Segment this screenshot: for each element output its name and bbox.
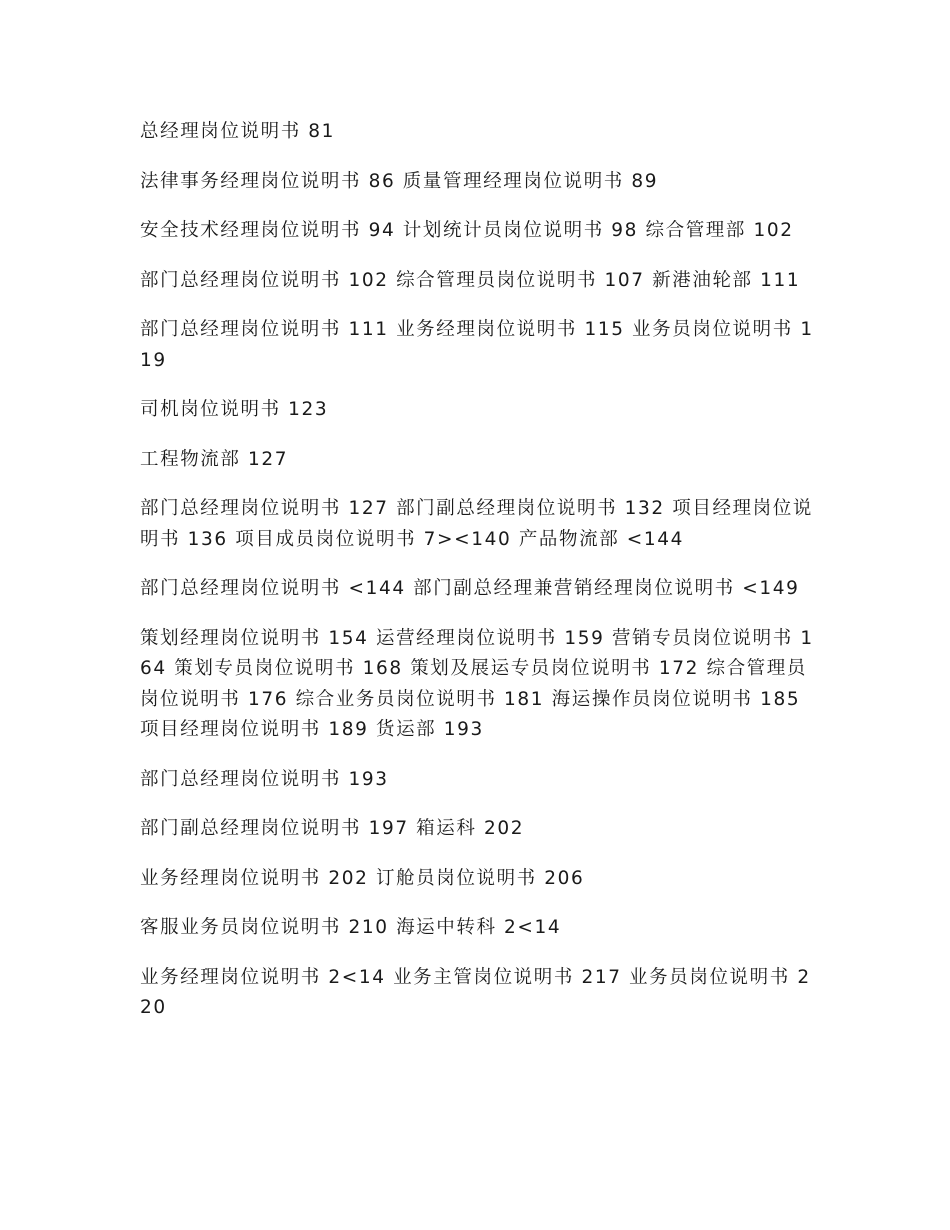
toc-entry: 部门总经理岗位说明书 111 业务经理岗位说明书 115 业务员岗位说明书 119 xyxy=(140,319,814,371)
toc-entry: 工程物流部 127 xyxy=(140,448,289,470)
toc-entry: 总经理岗位说明书 81 xyxy=(140,121,336,142)
toc-entry: 业务经理岗位说明书 2<14 业务主管岗位说明书 217 业务员岗位说明书 220 xyxy=(140,966,811,1018)
toc-entry: 策划经理岗位说明书 154 运营经理岗位说明书 159 营销专员岗位说明书 164 策划专员岗位说明书 168 策划及展运专员岗位说明书 172 综合管理员岗位说明书 176 综合业务员岗位说明书 181 海运操作员岗位说明书 185 项目经理岗位说明书 189 货运部 193 xyxy=(140,627,814,740)
toc-entry: 安全技术经理岗位说明书 94 计划统计员岗位说明书 98 综合管理部 102 xyxy=(140,220,794,241)
toc-entry: 部门总经理岗位说明书 193 xyxy=(140,768,389,790)
toc-entry: 部门总经理岗位说明书 127 部门副总经理岗位说明书 132 项目经理岗位说明书 136 项目成员岗位说明书 7><140 产品物流部 <144 xyxy=(140,498,813,550)
toc-entry: 部门总经理岗位说明书 102 综合管理员岗位说明书 107 新港油轮部 111 xyxy=(140,269,801,291)
toc-entry: 法律事务经理岗位说明书 86 质量管理经理岗位说明书 89 xyxy=(140,170,659,192)
toc-entry: 部门总经理岗位说明书 <144 部门副总经理兼营销经理岗位说明书 <149 xyxy=(140,578,800,599)
toc-entry: 客服业务员岗位说明书 210 海运中转科 2<14 xyxy=(140,917,562,938)
document-page xyxy=(140,117,820,1043)
toc-entry: 部门副总经理岗位说明书 197 箱运科 202 xyxy=(140,818,525,839)
toc-entry: 司机岗位说明书 123 xyxy=(140,399,329,420)
toc-entry: 业务经理岗位说明书 202 订舱员岗位说明书 206 xyxy=(140,867,585,889)
